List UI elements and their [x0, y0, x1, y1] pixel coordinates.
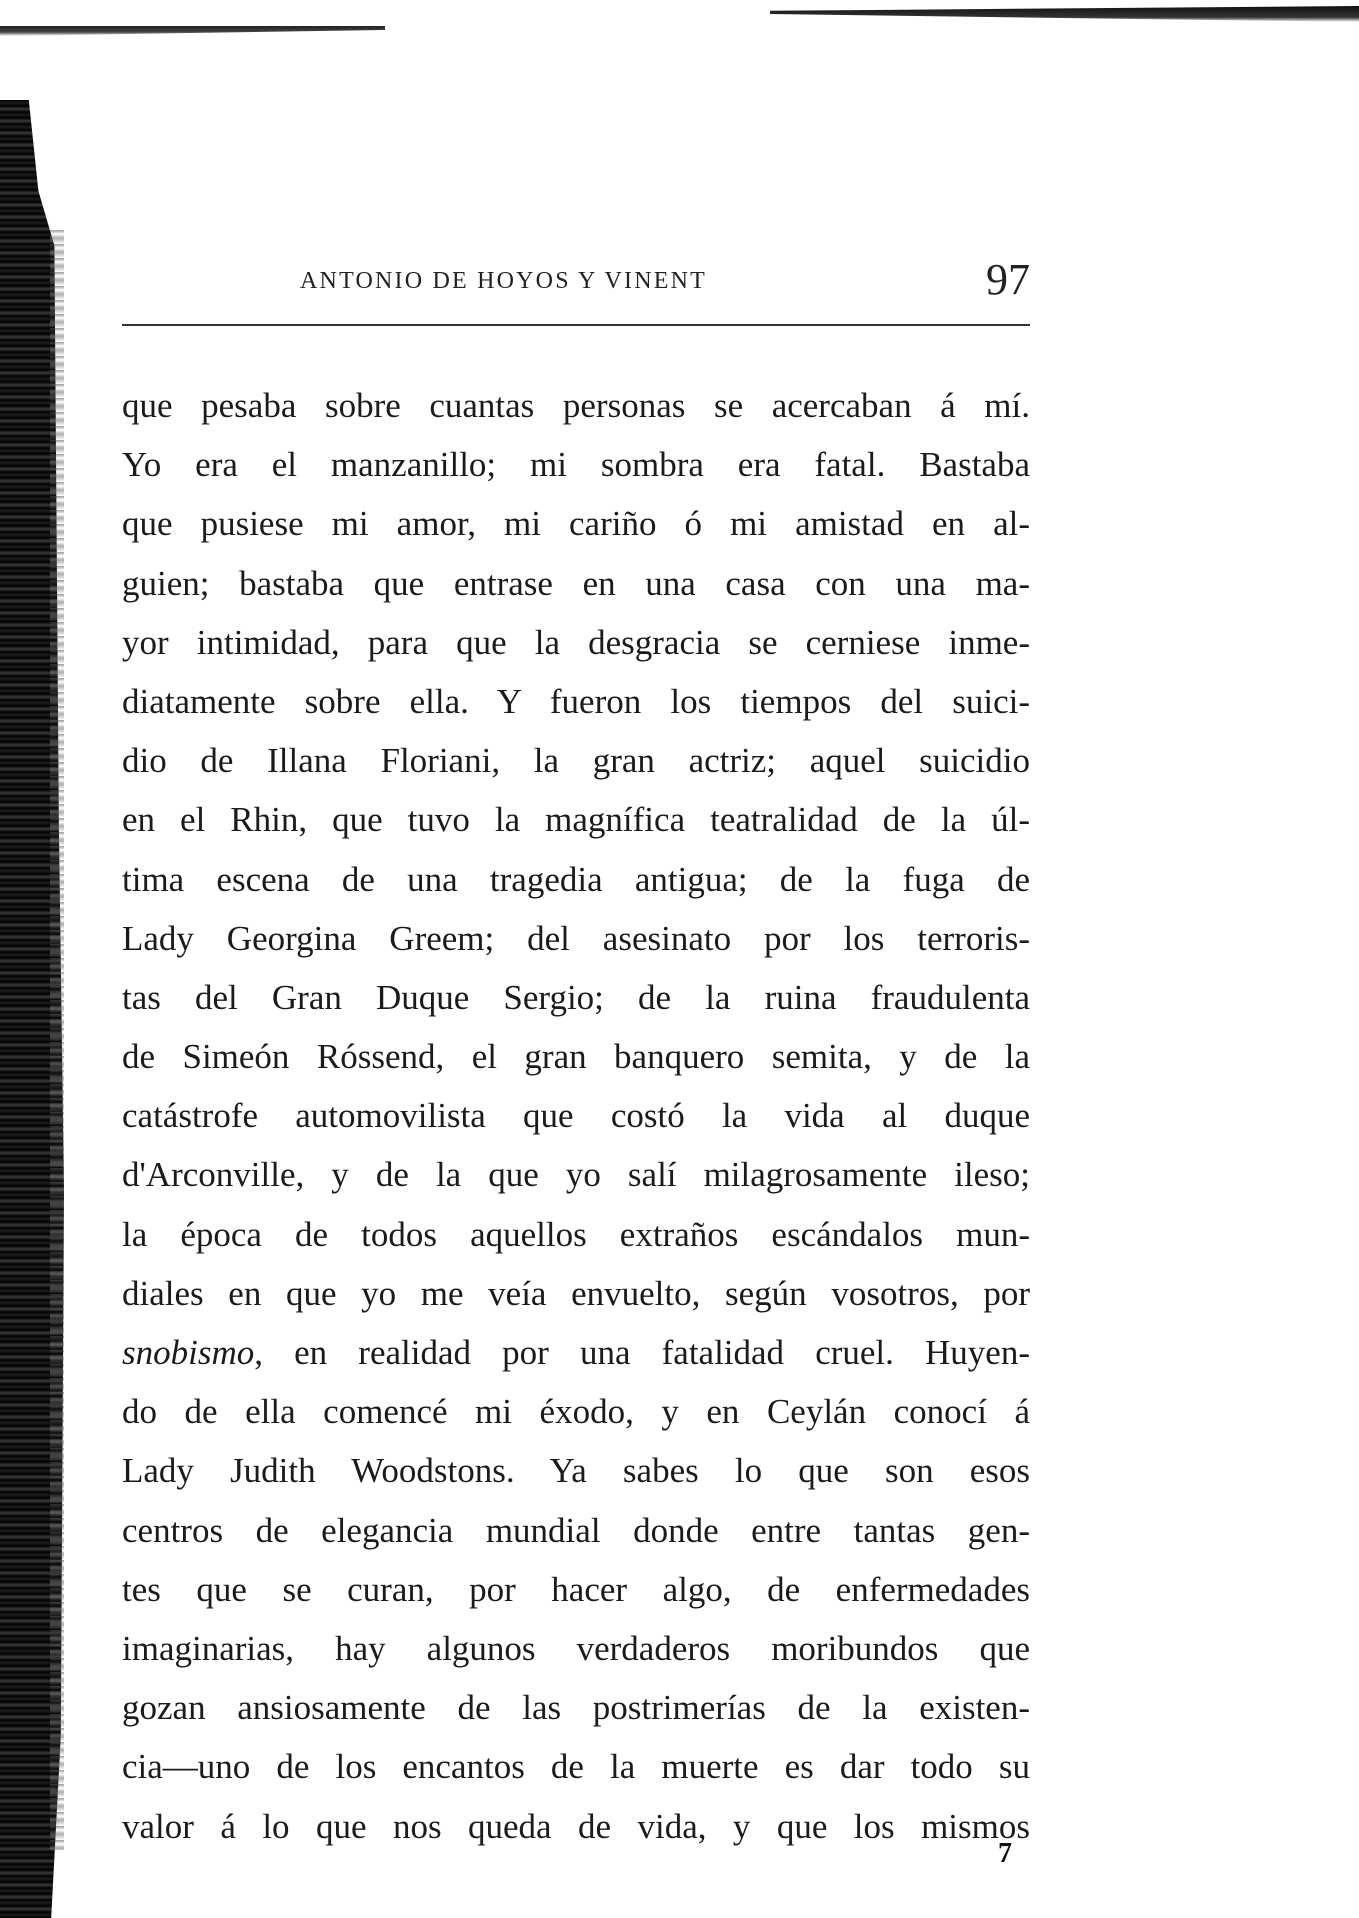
text-line: diatamente sobre ella. Y fueron los tiempos del suici- — [122, 681, 1030, 721]
text-line: que pesaba sobre cuantas personas se acercaban á mí. — [122, 386, 1030, 425]
text-line: tas del Gran Duque Sergio; de la ruina fraudulenta — [122, 977, 1030, 1017]
text-line: yor intimidad, para que la desgracia se cerniese inme- — [122, 622, 1030, 662]
text-line: valor á lo que nos queda de vida, y que los mismos — [122, 1806, 1030, 1846]
text-line: imaginarias, hay algunos verdaderos moribundos que — [122, 1628, 1030, 1668]
scan-edge-left-shadow — [50, 230, 64, 1850]
text-line: d'Arconville, y de la que yo salí milagrosamente ileso; — [122, 1155, 1030, 1195]
text-line: tes que se curan, por hacer algo, de enfermedades — [122, 1569, 1030, 1609]
signature-mark: 7 — [998, 1838, 1012, 1869]
body-text — [122, 376, 1030, 1856]
scan-edge-top-right — [770, 6, 1359, 22]
page-header — [122, 254, 1030, 326]
text-line: guien; bastaba que entrase en una casa con una ma- — [122, 563, 1030, 603]
text-line: cia—uno de los encantos de la muerte es dar todo su — [122, 1747, 1030, 1787]
text-line: Yo era el manzanillo; mi sombra era fatal. Bastaba — [122, 445, 1030, 485]
text-line: gozan ansiosamente de las postrimerías de la existen- — [122, 1688, 1030, 1728]
header-rule — [122, 324, 1030, 326]
italic-word: snobismo — [122, 1333, 255, 1372]
text-line: Lady Georgina Greem; del asesinato por los terroris- — [122, 918, 1030, 958]
text-line: catástrofe automovilista que costó la vida al duque — [122, 1096, 1030, 1136]
text-line: diales en que yo me veía envuelto, según vosotros, por — [122, 1273, 1030, 1313]
text-line: de Simeón Róssend, el gran banquero semita, y de la — [122, 1037, 1030, 1077]
text-line: centros de elegancia mundial donde entre tantas gen- — [122, 1510, 1030, 1550]
text-line: dio de Illana Floriani, la gran actriz; aquel suicidio — [122, 741, 1030, 781]
text-line: en el Rhin, que tuvo la magnífica teatralidad de la úl- — [122, 800, 1030, 840]
text-line: tima escena de una tragedia antigua; de la fuga de — [122, 859, 1030, 899]
text-line: que pusiese mi amor, mi cariño ó mi amistad en al- — [122, 504, 1030, 544]
text-line: Lady Judith Woodstons. Ya sabes lo que son esos — [122, 1451, 1030, 1491]
page-number: 97 — [986, 255, 1030, 304]
text-line: snobismo, en realidad por una fatalidad cruel. Huyen- — [122, 1333, 1030, 1372]
text-line: do de ella comencé mi éxodo, y en Ceylán conocí á — [122, 1392, 1030, 1432]
scan-edge-top-left — [0, 26, 385, 36]
text-line: la época de todos aquellos extraños escándalos mun- — [122, 1214, 1030, 1254]
running-title: ANTONIO DE HOYOS Y VINENT — [300, 268, 707, 294]
